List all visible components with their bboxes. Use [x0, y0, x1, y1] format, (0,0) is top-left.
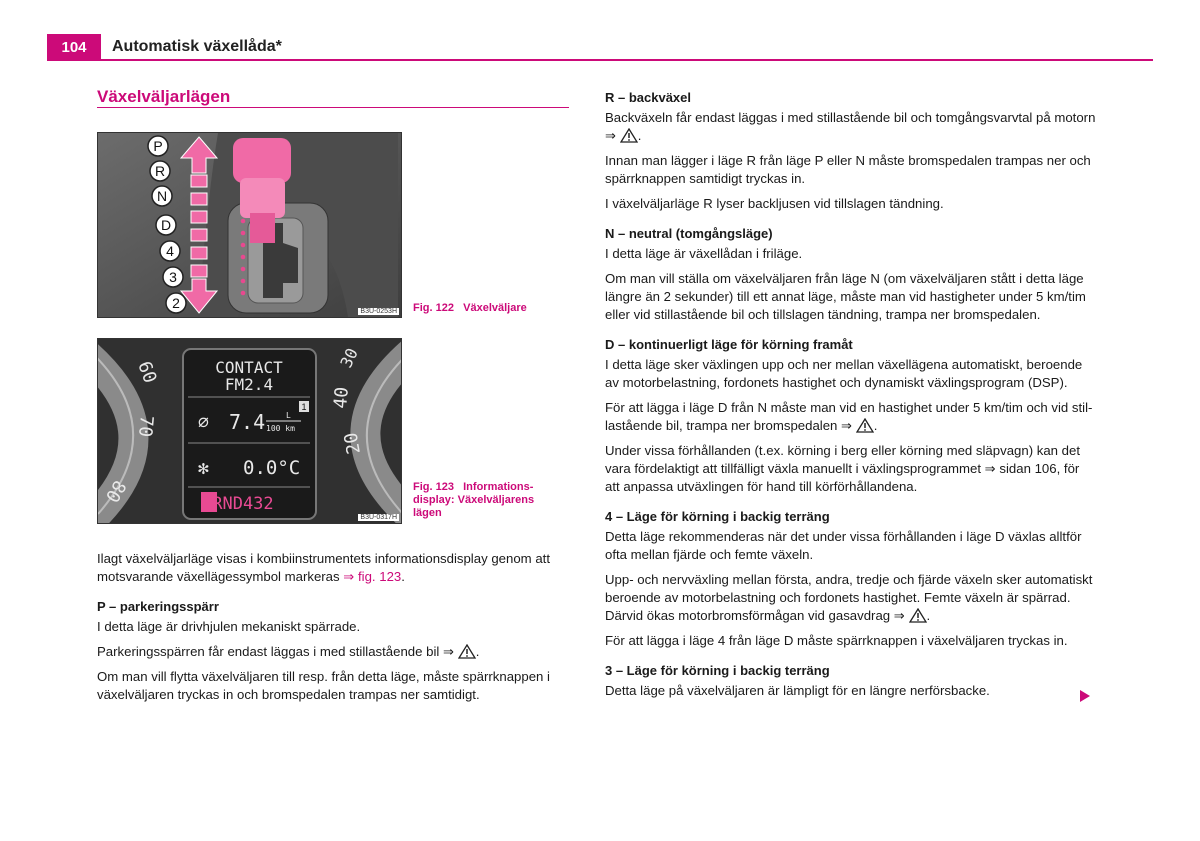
- consumption-value: 7.4: [229, 410, 266, 434]
- p-heading: P – parkeringsspärr: [97, 599, 219, 614]
- d-text-2-line-2: lastående bil, trampa ner bromspedalen ⇒: [605, 418, 853, 433]
- figure-123-link[interactable]: ⇒ fig. 123: [343, 569, 402, 584]
- figure-123-caption-line-3: lägen: [413, 507, 442, 519]
- info-display-illustration: [98, 339, 401, 523]
- n-text-2-line-1: Om man vill ställa om växelväljaren från läge N (om växelväljaren stått i detta läge: [605, 271, 1084, 286]
- chapter-title: Automatisk växellåda*: [112, 38, 282, 55]
- d-text-3-line-1: Under vissa förhållanden (t.ex. körning i berg eller körning med släpvagn) kan det: [605, 443, 1081, 458]
- gauge-right-20: 20: [340, 430, 365, 456]
- h4-text-2: [605, 571, 1105, 625]
- consumption-unit-bottom: 100 km: [266, 424, 295, 433]
- gauge-right-30: 30: [336, 345, 362, 371]
- h4-text-1: [605, 528, 1105, 564]
- display-line-2: FM2.4: [224, 375, 274, 394]
- n-text-1: I detta läge är växellådan i friläge.: [605, 246, 803, 261]
- figure-123-info-display: [97, 338, 402, 524]
- gauge-left-80: 80: [100, 476, 130, 506]
- warning-triangle-icon: [620, 128, 638, 143]
- gear-indicator-box: 1: [301, 402, 307, 412]
- h4-text-2-line-3: Därvid ökas motorbromsförmågan vid gasavdrag ⇒: [605, 608, 905, 623]
- r-text-1-line-1: Backväxeln får endast läggas i med stillastående bil och tomgångsvarvtal på motorn: [605, 110, 1096, 125]
- h4-text-1-line-2: ofta mellan fjärde och femte växeln.: [605, 547, 814, 562]
- figure-123-caption-line-2: display: Växelväljarens: [413, 494, 535, 506]
- p-text-2: [97, 643, 572, 661]
- figure-122-caption: Fig. 122 Växelväljare: [413, 302, 527, 314]
- section-title: Växelväljarlägen: [97, 87, 231, 106]
- intro-line-1: Ilagt växelväljarläge visas i kombiinstrumentets informationsdisplay genom att: [97, 551, 550, 566]
- gear-letter-2: 2: [172, 295, 180, 311]
- page-number: 104: [47, 34, 101, 60]
- gauge-right-40: 40: [330, 386, 353, 410]
- p-text-3-line-2: växelväljaren tryckas in och bromspedalen trampas ner samtidigt.: [97, 687, 480, 702]
- figure-122-code: B3U-0253H: [360, 308, 397, 315]
- gauge-left-70: 70: [134, 414, 157, 438]
- h4-text-2-end: .: [926, 608, 931, 623]
- r-text-2-line-2: spärrknappen samtidigt tryckas in.: [605, 171, 806, 186]
- p-text-3: [97, 668, 572, 704]
- h3-text-1: Detta läge på växelväljaren är lämpligt för en längre nerförsbacke.: [605, 683, 990, 698]
- p-text-2-end: .: [475, 644, 480, 659]
- intro-end: .: [401, 569, 405, 584]
- d-text-2-end: .: [873, 418, 878, 433]
- outside-temperature: 0.0°C: [243, 457, 301, 479]
- r-text-1: [605, 109, 1105, 145]
- d-text-1: [605, 356, 1105, 392]
- consumption-unit-top: L: [286, 411, 291, 420]
- gear-row: PRND432: [202, 494, 274, 514]
- intro-paragraph: [97, 550, 572, 586]
- gear-letter-n: N: [156, 188, 168, 204]
- snowflake-icon: ✻: [198, 458, 209, 479]
- d-text-1-line-2: av motorbelastning, fordonets hastighet och dynamiskt växlingsprogram (DSP).: [605, 375, 1068, 390]
- r-text-1-arrow: ⇒: [605, 128, 617, 143]
- warning-triangle-icon: [909, 608, 927, 623]
- gear-letter-p: P: [153, 138, 163, 154]
- h4-text-2-line-2: beroende av motorbelastning och fordonets hastighet. Femte växeln är spärrad.: [605, 590, 1071, 605]
- right-column: [605, 89, 1105, 707]
- r-heading: R – backväxel: [605, 90, 692, 105]
- n-text-2-line-2: längre än 2 sekunder) till ett annat läge, måste man vid hastigheter under 5 km/tim: [605, 289, 1086, 304]
- r-text-1-end: .: [637, 128, 642, 143]
- p-text-2-body: Parkeringsspärren får endast läggas i med stillastående bil ⇒: [97, 644, 455, 659]
- h4-text-1-line-1: Detta läge rekommenderas när det under vissa förhållanden i läge D växlas alltför: [605, 529, 1082, 544]
- h4-heading: 4 – Läge för körning i backig terräng: [605, 509, 830, 524]
- h4-text-2-line-1: Upp- och nervväxling mellan första, andra, tredje och fjärde växeln sker automatiskt: [605, 572, 1093, 587]
- figure-123-code: B3U-0317H: [360, 514, 397, 521]
- d-text-1-line-1: I detta läge sker växlingen upp och ner mellan växellägena automatiskt, beroende: [605, 357, 1083, 372]
- warning-triangle-icon: [458, 644, 476, 659]
- gear-letter-r: R: [154, 163, 166, 179]
- gear-letter-3: 3: [169, 269, 177, 285]
- r-text-3: I växelväljarläge R lyser backljusen vid tillslagen tändning.: [605, 196, 944, 211]
- d-text-2-line-1: För att lägga i läge D från N måste man vid en hastighet under 5 km/tim och vid stil-: [605, 400, 1093, 415]
- p-text-1: I detta läge är drivhjulen mekaniskt spärrade.: [97, 619, 361, 634]
- d-text-2: [605, 399, 1105, 435]
- d-heading: D – kontinuerligt läge för körning framåt: [605, 337, 853, 352]
- r-text-2-line-1: Innan man lägger i läge R från läge P eller N måste bromspedalen trampas ner och: [605, 153, 1091, 168]
- figure-123-caption-line-1: Fig. 123 Informations-: [413, 481, 534, 493]
- warning-triangle-icon: [856, 418, 874, 433]
- h3-heading: 3 – Läge för körning i backig terräng: [605, 663, 830, 678]
- d-text-3-line-2: vara fördelaktigt att tillfälligt växla manuellt i växlingsprogrammet ⇒ sidan 106, för: [605, 461, 1080, 476]
- gear-letter-d: D: [160, 217, 172, 233]
- n-text-2-line-3: eller vid stillastående bil och tillslagen tändning, trampa ner bromspedalen.: [605, 307, 1041, 322]
- p-text-3-line-1: Om man vill flytta växelväljaren till resp. från detta läge, måste spärrknappen i: [97, 669, 550, 684]
- d-text-3: [605, 442, 1105, 496]
- gear-selector-illustration: [98, 133, 401, 317]
- intro-line-2: motsvarande växellägessymbol markeras: [97, 569, 344, 584]
- gear-letter-4: 4: [166, 243, 174, 259]
- h4-text-3: För att lägga i läge 4 från läge D måste spärrknappen i växelväljaren tryckas in.: [605, 633, 1068, 648]
- continue-arrow-icon: [1079, 689, 1091, 703]
- display-line-1: CONTACT: [215, 358, 283, 377]
- d-text-3-line-3: att anpassa utväxlingen för hand till körförhållandena.: [605, 479, 918, 494]
- figure-122-gear-selector: [97, 132, 402, 318]
- section-rule: [97, 107, 569, 108]
- gauge-left-60: 60: [133, 358, 161, 387]
- n-text-2: [605, 270, 1105, 324]
- figure-123-caption: [413, 481, 534, 520]
- n-heading: N – neutral (tomgångsläge): [605, 226, 773, 241]
- left-column: [97, 550, 572, 711]
- r-text-2: [605, 152, 1105, 188]
- header-rule: [47, 59, 1153, 61]
- average-consumption-icon: ⌀: [198, 412, 209, 433]
